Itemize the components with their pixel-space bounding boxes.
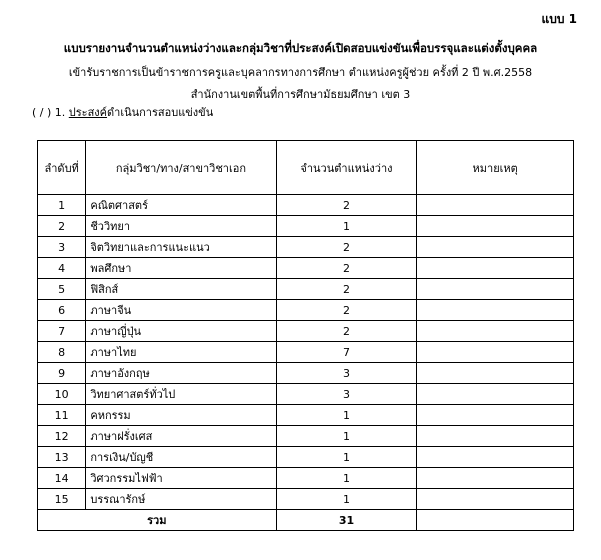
row-subject: วิศวกรรมไฟฟ้า [86,468,276,489]
row-subject: ภาษาอังกฤษ [86,363,276,384]
row-number: 8 [38,342,86,363]
document-title: แบบรายงานจำนวนตำแหน่งว่างและกลุ่มวิชาที่ประสงค์เปิดสอบแข่งขันเพื่อบรรจุและแต่งตั้งบุคคล [63,41,538,55]
row-count: 2 [276,300,417,321]
row-note [417,216,574,237]
table-row [38,216,574,237]
row-count: 2 [276,195,417,216]
row-note [417,447,574,468]
table-row [38,426,574,447]
row-note [417,426,574,447]
vacancy-table [37,140,574,531]
table-row [38,237,574,258]
row-count: 1 [276,216,417,237]
row-note [417,363,574,384]
table-row [38,447,574,468]
table-row [38,489,574,510]
purpose-check: ( / ) 1. [32,106,66,119]
row-number: 15 [38,489,86,510]
row-note [417,321,574,342]
row-count: 7 [276,342,417,363]
table-body [38,195,574,510]
row-count: 1 [276,426,417,447]
row-number: 9 [38,363,86,384]
row-count: 1 [276,447,417,468]
row-subject: คหกรรม [86,405,276,426]
row-count: 3 [276,363,417,384]
row-number: 3 [38,237,86,258]
row-subject: คณิตศาสตร์ [86,195,276,216]
table-row [38,405,574,426]
row-note [417,237,574,258]
row-subject: ฟิสิกส์ [86,279,276,300]
total-value: 31 [276,510,417,531]
row-subject: การเงิน/บัญชี [86,447,276,468]
table-row [38,300,574,321]
row-count: 2 [276,321,417,342]
row-note [417,384,574,405]
row-note [417,405,574,426]
form-code: แบบ 1 [541,12,577,26]
total-label: รวม [38,510,277,531]
row-note [417,279,574,300]
row-subject: ภาษาฝรั่งเศส [86,426,276,447]
total-note [417,510,574,531]
row-note [417,195,574,216]
row-subject: ภาษาจีน [86,300,276,321]
row-count: 2 [276,258,417,279]
table-row [38,363,574,384]
row-number: 1 [38,195,86,216]
row-note [417,489,574,510]
row-note [417,300,574,321]
row-number: 12 [38,426,86,447]
row-number: 5 [38,279,86,300]
row-note [417,258,574,279]
table-row [38,258,574,279]
row-count: 1 [276,489,417,510]
row-count: 1 [276,405,417,426]
row-number: 11 [38,405,86,426]
row-count: 2 [276,279,417,300]
row-number: 10 [38,384,86,405]
header-count: จำนวนตำแหน่งว่าง [276,141,417,195]
purpose-line [32,103,213,121]
purpose-rest: ดำเนินการสอบแข่งขัน [107,106,214,119]
row-count: 1 [276,468,417,489]
row-number: 13 [38,447,86,468]
row-number: 6 [38,300,86,321]
total-row [38,510,574,531]
row-subject: พลศึกษา [86,258,276,279]
table-header-row [38,141,574,195]
row-subject: ภาษาญี่ปุ่น [86,321,276,342]
row-subject: ภาษาไทย [86,342,276,363]
header-no: ลำดับที่ [38,141,86,195]
row-note [417,342,574,363]
purpose-underlined: ประสงค์ [68,106,108,119]
document-subtitle-office: สำนักงานเขตพื้นที่การศึกษามัธยมศึกษา เขต 3 [190,88,411,101]
row-number: 2 [38,216,86,237]
row-subject: ชีววิทยา [86,216,276,237]
row-note [417,468,574,489]
row-count: 3 [276,384,417,405]
table-row [38,279,574,300]
row-count: 2 [276,237,417,258]
row-number: 4 [38,258,86,279]
row-subject: วิทยาศาสตร์ทั่วไป [86,384,276,405]
row-subject: จิตวิทยาและการแนะแนว [86,237,276,258]
table-row [38,342,574,363]
document-subtitle-position: เข้ารับราชการเป็นข้าราชการครูและบุคลากรทางการศึกษา ตำแหน่งครูผู้ช่วย ครั้งที่ 2 ปี พ.ศ.2558 [68,66,533,79]
table-row [38,384,574,405]
header-note: หมายเหตุ [417,141,574,195]
table-row [38,468,574,489]
table-row [38,195,574,216]
header-subject: กลุ่มวิชา/ทาง/สาขาวิชาเอก [86,141,276,195]
table-row [38,321,574,342]
row-number: 14 [38,468,86,489]
row-number: 7 [38,321,86,342]
row-subject: บรรณารักษ์ [86,489,276,510]
